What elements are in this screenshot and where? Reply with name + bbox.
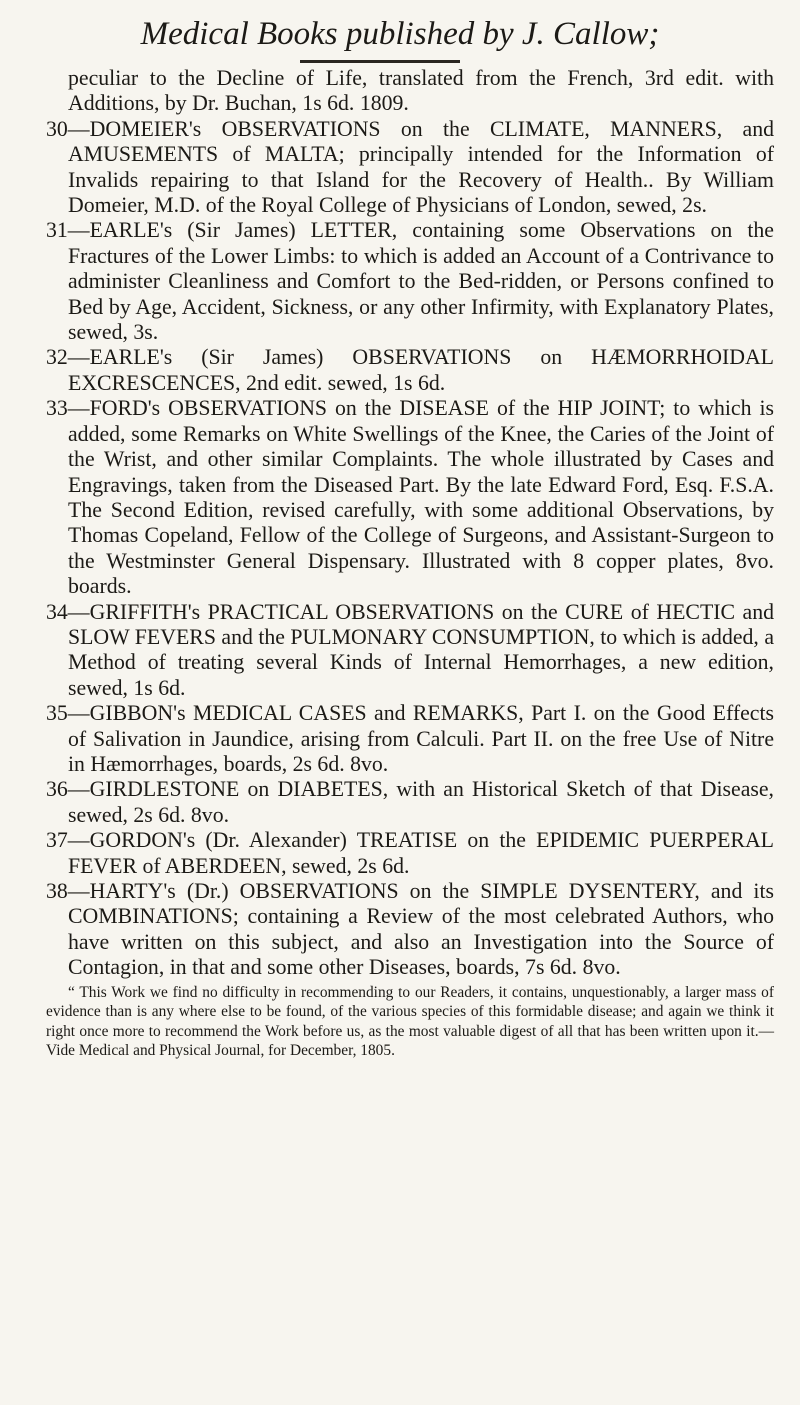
header-rule	[300, 60, 460, 63]
catalogue-text	[46, 66, 774, 1061]
entry-31: 31—EARLE's (Sir James) LETTER, containing some Observations on the Fractures of the Lower Limbs: to which is added an Account of a Contrivance to administer Cleanliness and Comfort to the Bed-ridden, or Persons confined to Bed by Age, Accident, Sickness, or any other Infirmity, with Explanatory Plates, sewed, 3s.	[46, 218, 774, 345]
entry-35: 35—GIBBON's MEDICAL CASES and REMARKS, Part I. on the Good Effects of Salivation in Jaundice, arising from Calculi. Part II. on the free Use of Nitre in Hæmorrhages, boards, 2s 6d. 8vo.	[46, 701, 774, 776]
review-quote: “ This Work we find no difficulty in recommending to our Readers, it contains, unquestionably, a larger mass of evidence than is any where else to be found, of the various species of this formidable disease; and again we think it right once more to recommend the Work before us, as the most valuable digest of all that has been written upon it.—Vide Medical and Physical Journal, for December, 1805.	[46, 983, 774, 1060]
entry-33: 33—FORD's OBSERVATIONS on the DISEASE of the HIP JOINT; to which is added, some Remarks on White Swellings of the Knee, the Caries of the Joint of the Wrist, and other similar Complaints. The whole illustrated by Cases and Engravings, taken from the Diseased Part. By the late Edward Ford, Esq. F.S.A. The Second Edition, revised carefully, with some additional Observations, by Thomas Copeland, Fellow of the College of Surgeons, and Assistant-Surgeon to the Westminster General Dispensary. Illustrated with 8 copper plates, 8vo. boards.	[46, 396, 774, 599]
entry-38: 38—HARTY's (Dr.) OBSERVATIONS on the SIMPLE DYSENTERY, and its COMBINATIONS; containing a Review of the most celebrated Authors, who have written on this subject, and also an Investigation into the Source of Contagion, in that and some other Diseases, boards, 7s 6d. 8vo.	[46, 879, 774, 980]
entry-34: 34—GRIFFITH's PRACTICAL OBSERVATIONS on the CURE of HECTIC and SLOW FEVERS and the PULMONARY CONSUMPTION, to which is added, a Method of treating several Kinds of Internal Hemorrhages, a new edition, sewed, 1s 6d.	[46, 599, 774, 700]
entry-32: 32—EARLE's (Sir James) OBSERVATIONS on HÆMORRHOIDAL EXCRESCENCES, 2nd edit. sewed, 1s 6d.	[46, 345, 774, 395]
entry-37: 37—GORDON's (Dr. Alexander) TREATISE on the EPIDEMIC PUERPERAL FEVER of ABERDEEN, sewed, 2s 6d.	[46, 828, 774, 878]
entry-continuation: peculiar to the Decline of Life, translated from the French, 3rd edit. with Additions, by Dr. Buchan, 1s 6d. 1809.	[68, 66, 774, 116]
page-header: Medical Books published by J. Callow;	[140, 16, 660, 52]
entry-36: 36—GIRDLESTONE on DIABETES, with an Historical Sketch of that Disease, sewed, 2s 6d. 8vo.	[46, 777, 774, 827]
entry-30: 30—DOMEIER's OBSERVATIONS on the CLIMATE, MANNERS, and AMUSEMENTS of MALTA; principally intended for the Information of Invalids repairing to that Island for the Recovery of Health.. By William Domeier, M.D. of the Royal College of Physicians of London, sewed, 2s.	[46, 116, 774, 218]
